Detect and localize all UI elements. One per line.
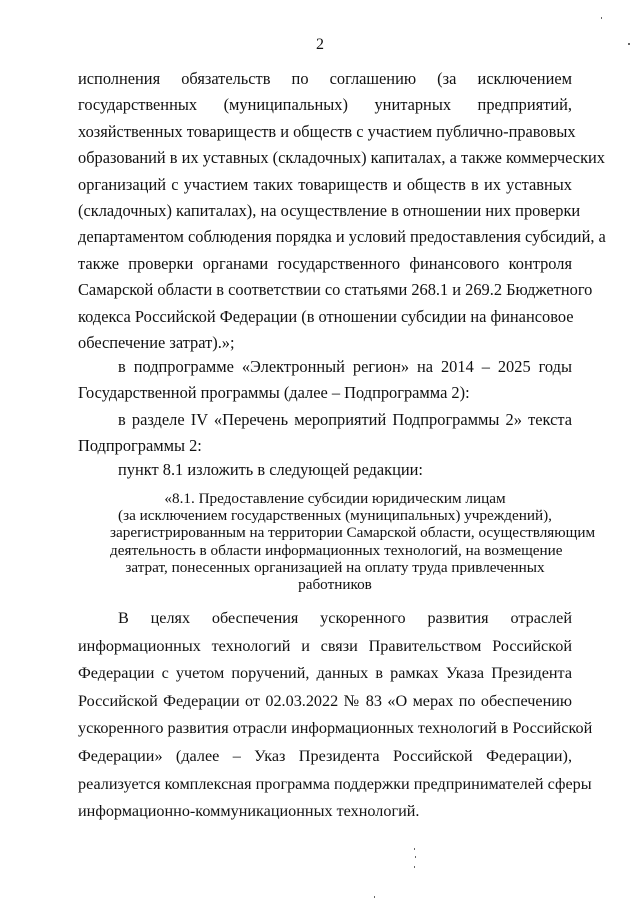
text-line: обеспечение затрат).»; — [78, 332, 235, 352]
text-line: образований в их уставных (складочных) капиталах, а также коммерческих — [78, 148, 606, 168]
paragraph-1 — [78, 66, 606, 356]
scan-speck — [628, 43, 630, 45]
text-line: Государственной программы (далее – Подпрограмма 2): — [78, 383, 470, 403]
paragraph-2 — [78, 354, 572, 407]
text-line: Российской Федерации от 02.03.2022 № 83 «О мерах по обеспечению — [78, 691, 572, 710]
scan-speck — [414, 866, 415, 868]
paragraph-5 — [78, 605, 593, 826]
text-line: реализуется комплексная программа поддержки предпринимателей сферы — [78, 774, 592, 793]
text-line: ускоренного развития отрасли информационных технологий в Российской — [78, 719, 593, 738]
text-line: Подпрограммы 2: — [78, 436, 202, 456]
text-line: (складочных) капиталах), на осуществление в отношении них проверки — [78, 200, 581, 220]
scan-speck — [374, 896, 375, 898]
heading-line: зарегистрированным на территории Самарской области, осуществляющим — [110, 524, 596, 542]
text-line: Федерации с учетом поручений, данных в рамках Указа Президента — [78, 664, 572, 683]
heading-line: (за исключением государственных (муниципальных) учреждений), — [118, 507, 552, 525]
scan-speck — [601, 17, 602, 19]
text-line: также проверки органами государственного финансового контроля — [78, 253, 572, 273]
heading-line: деятельность в области информационных технологий, на возмещение — [110, 541, 563, 559]
text-line: пункт 8.1 изложить в следующей редакции: — [118, 460, 423, 479]
text-line: организаций с участием таких товариществ и обществ в их уставных — [78, 174, 572, 194]
text-line: В целях обеспечения ускоренного развития отраслей — [118, 609, 572, 627]
text-line: информационных технологий и связи Правительством Российской — [78, 636, 572, 655]
text-line: хозяйственных товариществ и обществ с участием публично-правовых — [78, 121, 576, 141]
text-line: исполнения обязательств по соглашению (за исключением — [78, 69, 572, 88]
scan-speck — [415, 856, 416, 858]
text-line: в подпрограмме «Электронный регион» на 2014 – 2025 годы — [118, 357, 572, 376]
text-line: Федерации» (далее – Указ Президента Российской Федерации), — [78, 746, 572, 765]
section-heading — [110, 490, 596, 594]
text-line: кодекса Российской Федерации (в отношении субсидии на финансовое — [78, 306, 574, 326]
text-line: информационно-коммуникационных технологий. — [78, 802, 420, 821]
text-line: департаментом соблюдения порядка и условий предоставления субсидий, а — [78, 227, 606, 247]
text-line: в разделе IV «Перечень мероприятий Подпрограммы 2» текста — [118, 410, 572, 429]
heading-line: работников — [298, 576, 372, 594]
text-line: Самарской области в соответствии со статьями 268.1 и 269.2 Бюджетного — [78, 280, 593, 300]
paragraph-4 — [78, 457, 572, 483]
page-number: 2 — [316, 36, 324, 53]
scan-speck — [414, 848, 415, 850]
text-line: государственных (муниципальных) унитарных предприятий, — [78, 95, 572, 115]
heading-line: «8.1. Предоставление субсидии юридическим лицам — [164, 490, 506, 507]
paragraph-3 — [78, 407, 572, 460]
heading-line: затрат, понесенных организацией на оплату труда привлеченных — [125, 558, 545, 576]
